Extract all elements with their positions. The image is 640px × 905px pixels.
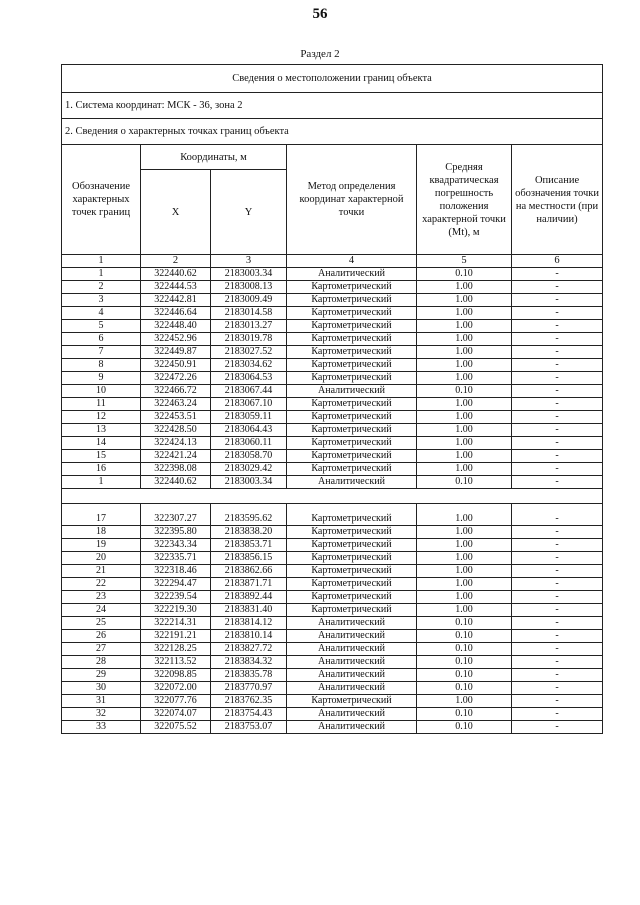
x-coordinate: 322421.24: [141, 450, 211, 463]
table-row: [62, 539, 603, 552]
x-coordinate: 322072.00: [141, 682, 211, 695]
header-x: X: [141, 170, 211, 255]
table-row: [62, 411, 603, 424]
header-method: Метод определения координат характерной точки: [287, 145, 417, 255]
description: -: [512, 565, 603, 578]
method: Картометрический: [287, 695, 417, 708]
x-coordinate: 322219.30: [141, 604, 211, 617]
table-row: [62, 656, 603, 669]
separator-row: [62, 489, 603, 504]
x-coordinate: 322098.85: [141, 669, 211, 682]
point-number: 4: [62, 307, 141, 320]
description: -: [512, 617, 603, 630]
description: -: [512, 476, 603, 489]
error-value: 1.00: [417, 372, 512, 385]
column-number: 5: [417, 255, 512, 268]
x-coordinate: 322449.87: [141, 346, 211, 359]
point-number: 23: [62, 591, 141, 604]
x-coordinate: 322463.24: [141, 398, 211, 411]
point-number: 31: [62, 695, 141, 708]
point-number: 30: [62, 682, 141, 695]
error-value: 1.00: [417, 424, 512, 437]
description: -: [512, 333, 603, 346]
table-row: [62, 504, 603, 526]
method: Картометрический: [287, 539, 417, 552]
y-coordinate: 2183013.27: [211, 320, 287, 333]
error-value: 1.00: [417, 578, 512, 591]
method: Картометрический: [287, 320, 417, 333]
points-info-line: 2. Сведения о характерных точках границ объекта: [62, 119, 603, 145]
description: -: [512, 320, 603, 333]
description: -: [512, 372, 603, 385]
x-coordinate: 322395.80: [141, 526, 211, 539]
description: -: [512, 281, 603, 294]
method: Картометрический: [287, 411, 417, 424]
point-number: 24: [62, 604, 141, 617]
description: -: [512, 307, 603, 320]
y-coordinate: 2183856.15: [211, 552, 287, 565]
header-coordinates: Координаты, м: [141, 145, 287, 170]
x-coordinate: 322075.52: [141, 721, 211, 734]
error-value: 0.10: [417, 630, 512, 643]
x-coordinate: 322453.51: [141, 411, 211, 424]
y-coordinate: 2183754.43: [211, 708, 287, 721]
point-number: 6: [62, 333, 141, 346]
y-coordinate: 2183064.43: [211, 424, 287, 437]
point-number: 22: [62, 578, 141, 591]
method: Аналитический: [287, 708, 417, 721]
x-coordinate: 322444.53: [141, 281, 211, 294]
table-row: [62, 320, 603, 333]
table-row: [62, 695, 603, 708]
error-value: 1.00: [417, 504, 512, 526]
x-coordinate: 322307.27: [141, 504, 211, 526]
error-value: 1.00: [417, 565, 512, 578]
y-coordinate: 2183019.78: [211, 333, 287, 346]
table-row: [62, 333, 603, 346]
x-coordinate: 322239.54: [141, 591, 211, 604]
point-number: 16: [62, 463, 141, 476]
y-coordinate: 2183067.10: [211, 398, 287, 411]
point-number: 12: [62, 411, 141, 424]
y-coordinate: 2183034.62: [211, 359, 287, 372]
y-coordinate: 2183762.35: [211, 695, 287, 708]
table-row: [62, 669, 603, 682]
y-coordinate: 2183892.44: [211, 591, 287, 604]
x-coordinate: 322440.62: [141, 476, 211, 489]
description: -: [512, 526, 603, 539]
point-number: 14: [62, 437, 141, 450]
description: -: [512, 656, 603, 669]
x-coordinate: 322318.46: [141, 565, 211, 578]
y-coordinate: 2183058.70: [211, 450, 287, 463]
table-row: [62, 398, 603, 411]
point-number: 20: [62, 552, 141, 565]
point-number: 11: [62, 398, 141, 411]
x-coordinate: 322472.26: [141, 372, 211, 385]
y-coordinate: 2183770.97: [211, 682, 287, 695]
table-row: [62, 476, 603, 489]
y-coordinate: 2183003.34: [211, 268, 287, 281]
column-number: 2: [141, 255, 211, 268]
method: Картометрический: [287, 424, 417, 437]
description: -: [512, 450, 603, 463]
x-coordinate: 322343.34: [141, 539, 211, 552]
table-row: [62, 526, 603, 539]
method: Аналитический: [287, 268, 417, 281]
y-coordinate: 2183834.32: [211, 656, 287, 669]
table-row: [62, 591, 603, 604]
y-coordinate: 2183838.20: [211, 526, 287, 539]
y-coordinate: 2183753.07: [211, 721, 287, 734]
description: -: [512, 669, 603, 682]
y-coordinate: 2183067.44: [211, 385, 287, 398]
description: -: [512, 643, 603, 656]
separator-cell: [62, 489, 603, 504]
table-row: [62, 617, 603, 630]
x-coordinate: 322214.31: [141, 617, 211, 630]
method: Картометрический: [287, 372, 417, 385]
method: Картометрический: [287, 281, 417, 294]
y-coordinate: 2183014.58: [211, 307, 287, 320]
method: Аналитический: [287, 617, 417, 630]
point-number: 5: [62, 320, 141, 333]
error-value: 1.00: [417, 450, 512, 463]
point-number: 10: [62, 385, 141, 398]
x-coordinate: 322466.72: [141, 385, 211, 398]
point-number: 29: [62, 669, 141, 682]
table-row: [62, 463, 603, 476]
description: -: [512, 721, 603, 734]
method: Аналитический: [287, 643, 417, 656]
method: Картометрический: [287, 437, 417, 450]
table-row: [62, 578, 603, 591]
y-coordinate: 2183003.34: [211, 476, 287, 489]
point-number: 19: [62, 539, 141, 552]
error-value: 1.00: [417, 604, 512, 617]
description: -: [512, 385, 603, 398]
error-value: 1.00: [417, 307, 512, 320]
error-value: 0.10: [417, 385, 512, 398]
error-value: 0.10: [417, 268, 512, 281]
point-number: 1: [62, 268, 141, 281]
method: Картометрический: [287, 565, 417, 578]
table-body: [62, 268, 603, 734]
method: Картометрический: [287, 294, 417, 307]
method: Аналитический: [287, 682, 417, 695]
y-coordinate: 2183009.49: [211, 294, 287, 307]
point-number: 17: [62, 504, 141, 526]
x-coordinate: 322424.13: [141, 437, 211, 450]
description: -: [512, 682, 603, 695]
table-row: [62, 424, 603, 437]
column-numbers-row: [62, 255, 603, 268]
method: Аналитический: [287, 669, 417, 682]
description: -: [512, 424, 603, 437]
description: -: [512, 552, 603, 565]
error-value: 0.10: [417, 617, 512, 630]
table-row: [62, 630, 603, 643]
error-value: 1.00: [417, 294, 512, 307]
method: Картометрический: [287, 333, 417, 346]
x-coordinate: 322398.08: [141, 463, 211, 476]
table-row: [62, 565, 603, 578]
method: Картометрический: [287, 463, 417, 476]
description: -: [512, 346, 603, 359]
method: Картометрический: [287, 307, 417, 320]
table-title: Сведения о местоположении границ объекта: [62, 65, 603, 93]
page-number: 56: [312, 6, 328, 22]
header-error: Средняя квадратическая погрешность положения характерной точки (Mt), м: [417, 145, 512, 255]
table-row: [62, 294, 603, 307]
y-coordinate: 2183059.11: [211, 411, 287, 424]
point-number: 32: [62, 708, 141, 721]
table-row: [62, 346, 603, 359]
point-number: 33: [62, 721, 141, 734]
column-number: 3: [211, 255, 287, 268]
method: Картометрический: [287, 552, 417, 565]
error-value: 0.10: [417, 643, 512, 656]
error-value: 1.00: [417, 398, 512, 411]
method: Аналитический: [287, 385, 417, 398]
point-number: 15: [62, 450, 141, 463]
error-value: 1.00: [417, 346, 512, 359]
table-row: [62, 682, 603, 695]
header-designation: Обозначение характерных точек границ: [62, 145, 141, 255]
method: Картометрический: [287, 359, 417, 372]
x-coordinate: 322191.21: [141, 630, 211, 643]
y-coordinate: 2183862.66: [211, 565, 287, 578]
error-value: 1.00: [417, 281, 512, 294]
point-number: 1: [62, 476, 141, 489]
table-row: [62, 643, 603, 656]
method: Картометрический: [287, 346, 417, 359]
x-coordinate: 322448.40: [141, 320, 211, 333]
description: -: [512, 437, 603, 450]
section-title: Раздел 2: [300, 48, 340, 60]
error-value: 1.00: [417, 437, 512, 450]
error-value: 0.10: [417, 669, 512, 682]
method: Картометрический: [287, 591, 417, 604]
description: -: [512, 539, 603, 552]
error-value: 1.00: [417, 463, 512, 476]
error-value: 0.10: [417, 721, 512, 734]
table-row: [62, 281, 603, 294]
description: -: [512, 398, 603, 411]
description: -: [512, 463, 603, 476]
table-row: [62, 450, 603, 463]
table-row: [62, 307, 603, 320]
method: Картометрический: [287, 450, 417, 463]
point-number: 26: [62, 630, 141, 643]
error-value: 0.10: [417, 708, 512, 721]
method: Картометрический: [287, 604, 417, 617]
x-coordinate: 322113.52: [141, 656, 211, 669]
boundary-points-table: [61, 64, 603, 734]
y-coordinate: 2183831.40: [211, 604, 287, 617]
column-number: 1: [62, 255, 141, 268]
x-coordinate: 322450.91: [141, 359, 211, 372]
description: -: [512, 578, 603, 591]
y-coordinate: 2183029.42: [211, 463, 287, 476]
x-coordinate: 322440.62: [141, 268, 211, 281]
x-coordinate: 322442.81: [141, 294, 211, 307]
error-value: 0.10: [417, 682, 512, 695]
description: -: [512, 268, 603, 281]
y-coordinate: 2183008.13: [211, 281, 287, 294]
error-value: 1.00: [417, 411, 512, 424]
y-coordinate: 2183064.53: [211, 372, 287, 385]
point-number: 9: [62, 372, 141, 385]
point-number: 25: [62, 617, 141, 630]
column-number: 6: [512, 255, 603, 268]
y-coordinate: 2183814.12: [211, 617, 287, 630]
error-value: 1.00: [417, 359, 512, 372]
y-coordinate: 2183027.52: [211, 346, 287, 359]
column-number: 4: [287, 255, 417, 268]
x-coordinate: 322294.47: [141, 578, 211, 591]
error-value: 0.10: [417, 656, 512, 669]
table-row: [62, 268, 603, 281]
x-coordinate: 322335.71: [141, 552, 211, 565]
description: -: [512, 504, 603, 526]
error-value: 1.00: [417, 591, 512, 604]
error-value: 1.00: [417, 552, 512, 565]
header-y: Y: [211, 170, 287, 255]
point-number: 28: [62, 656, 141, 669]
error-value: 1.00: [417, 695, 512, 708]
x-coordinate: 322452.96: [141, 333, 211, 346]
y-coordinate: 2183810.14: [211, 630, 287, 643]
x-coordinate: 322074.07: [141, 708, 211, 721]
y-coordinate: 2183595.62: [211, 504, 287, 526]
method: Картометрический: [287, 578, 417, 591]
table-row: [62, 372, 603, 385]
coordinate-system-line: 1. Система координат: МСК - 36, зона 2: [62, 93, 603, 119]
description: -: [512, 604, 603, 617]
description: -: [512, 630, 603, 643]
method: Аналитический: [287, 476, 417, 489]
point-number: 7: [62, 346, 141, 359]
error-value: 1.00: [417, 526, 512, 539]
header-description: Описание обозначения точки на местности (при наличии): [512, 145, 603, 255]
method: Аналитический: [287, 656, 417, 669]
table-row: [62, 708, 603, 721]
error-value: 1.00: [417, 539, 512, 552]
point-number: 3: [62, 294, 141, 307]
y-coordinate: 2183827.72: [211, 643, 287, 656]
x-coordinate: 322128.25: [141, 643, 211, 656]
x-coordinate: 322077.76: [141, 695, 211, 708]
description: -: [512, 294, 603, 307]
table-row: [62, 604, 603, 617]
error-value: 1.00: [417, 320, 512, 333]
method: Картометрический: [287, 526, 417, 539]
point-number: 27: [62, 643, 141, 656]
point-number: 2: [62, 281, 141, 294]
point-number: 21: [62, 565, 141, 578]
table-row: [62, 385, 603, 398]
y-coordinate: 2183853.71: [211, 539, 287, 552]
method: Картометрический: [287, 504, 417, 526]
method: Аналитический: [287, 721, 417, 734]
x-coordinate: 322446.64: [141, 307, 211, 320]
y-coordinate: 2183060.11: [211, 437, 287, 450]
description: -: [512, 591, 603, 604]
y-coordinate: 2183835.78: [211, 669, 287, 682]
x-coordinate: 322428.50: [141, 424, 211, 437]
description: -: [512, 411, 603, 424]
point-number: 18: [62, 526, 141, 539]
description: -: [512, 695, 603, 708]
table-row: [62, 721, 603, 734]
method: Картометрический: [287, 398, 417, 411]
error-value: 1.00: [417, 333, 512, 346]
table-row: [62, 552, 603, 565]
point-number: 13: [62, 424, 141, 437]
description: -: [512, 708, 603, 721]
description: -: [512, 359, 603, 372]
point-number: 8: [62, 359, 141, 372]
method: Аналитический: [287, 630, 417, 643]
error-value: 0.10: [417, 476, 512, 489]
table-row: [62, 437, 603, 450]
table-row: [62, 359, 603, 372]
y-coordinate: 2183871.71: [211, 578, 287, 591]
